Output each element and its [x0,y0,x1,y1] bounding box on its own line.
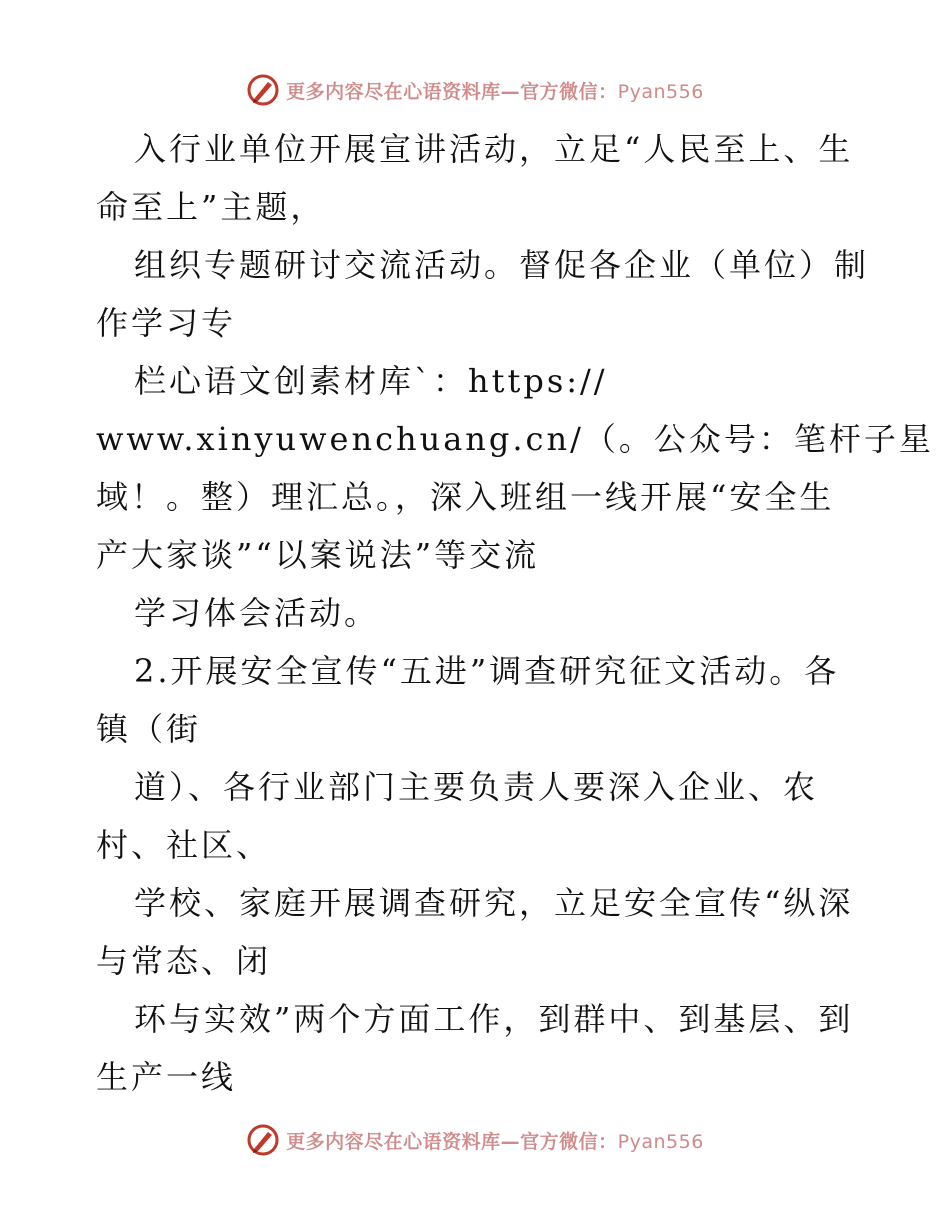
text-line: 村、社区、 [96,826,272,864]
text-line: 学校、家庭开展调查研究，立足安全宣传“纵深 [134,884,854,922]
header-banner [0,70,950,110]
footer-banner [0,1120,950,1160]
text-line: 生产一线 [96,1058,237,1096]
pen-logo-icon [246,73,280,107]
pen-logo-icon [246,1123,280,1157]
text-line: 域！。整）理汇总。，深入班组一线开展“安全生 [96,478,835,516]
document-body [96,120,934,1106]
text-line: 作学习专 [96,304,237,342]
footer-banner-text: 更多内容尽在心语资料库—官方微信：Pyan556 [286,1130,704,1153]
text-line: 入行业单位开展宣讲活动，立足“人民至上、生 [134,130,854,168]
text-line: 与常态、闭 [96,942,272,980]
text-line: 组织专题研讨交流活动。督促各企业（单位）制 [134,246,870,284]
text-line: 环与实效”两个方面工作，到群中、到基层、到 [134,1000,854,1038]
text-line: 产大家谈”“以案说法”等交流 [96,536,540,574]
header-banner-text: 更多内容尽在心语资料库—官方微信：Pyan556 [286,80,704,103]
header-wechat-id: Pyan556 [617,80,704,103]
text-line: 2.开展安全宣传“五进”调查研究征文活动。各 [134,652,840,690]
footer-wechat-id: Pyan556 [617,1130,704,1153]
text-line: 栏心语文创素材库`：https:// [134,362,608,400]
text-line: www.xinyuwenchuang.cn/（。公众号：笔杆子星 [96,420,934,458]
text-line: 镇（街 [96,710,202,748]
text-line: 学习体会活动。 [134,594,380,632]
text-line: 命至上”主题， [96,188,326,226]
text-line: 道）、各行业部门主要负责人要深入企业、农 [134,768,819,806]
